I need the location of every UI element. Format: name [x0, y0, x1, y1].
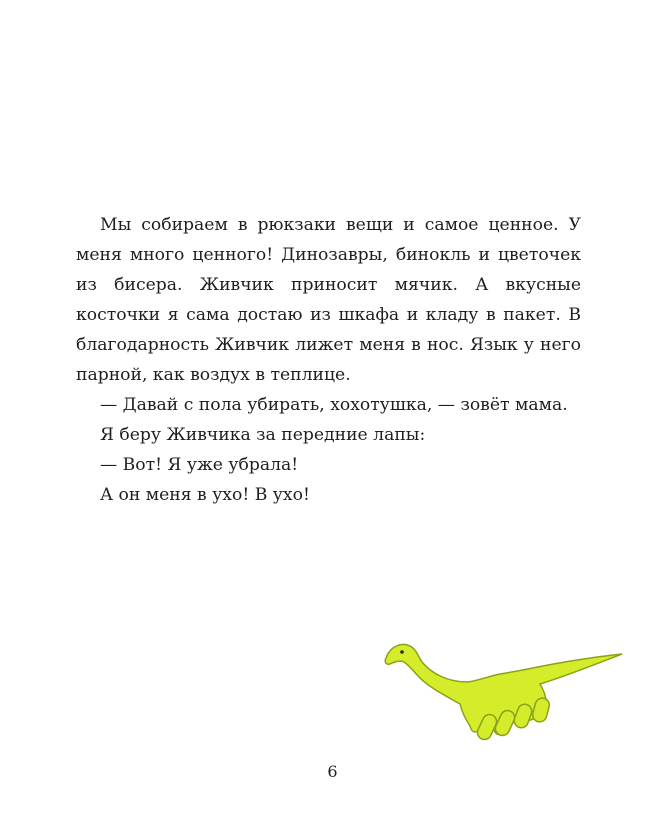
paragraph-2: — Давай с пола убирать, хохотушка, — зовёт мама. — [100, 395, 568, 415]
paragraph-3: Я беру Живчика за передние лапы: — [100, 425, 426, 445]
story-text — [76, 210, 581, 510]
paragraph-4: — Вот! Я уже убрала! — [100, 455, 299, 475]
paragraph-1: Мы собираем в рюкзаки вещи и самое ценное. У меня много ценного! Динозавры, бинокль и цветочек из бисера. Живчик приносит мячик. А вкусные косточки я сама достаю из шкафа и кладу в пакет. В благодарность Живчик лижет меня в нос. Язык у него парной, как воздух в теплице. — [76, 215, 581, 385]
dinosaur-icon — [376, 630, 626, 750]
page-number: 6 — [327, 762, 338, 781]
paragraph-5: А он меня в ухо! В ухо! — [100, 485, 310, 505]
